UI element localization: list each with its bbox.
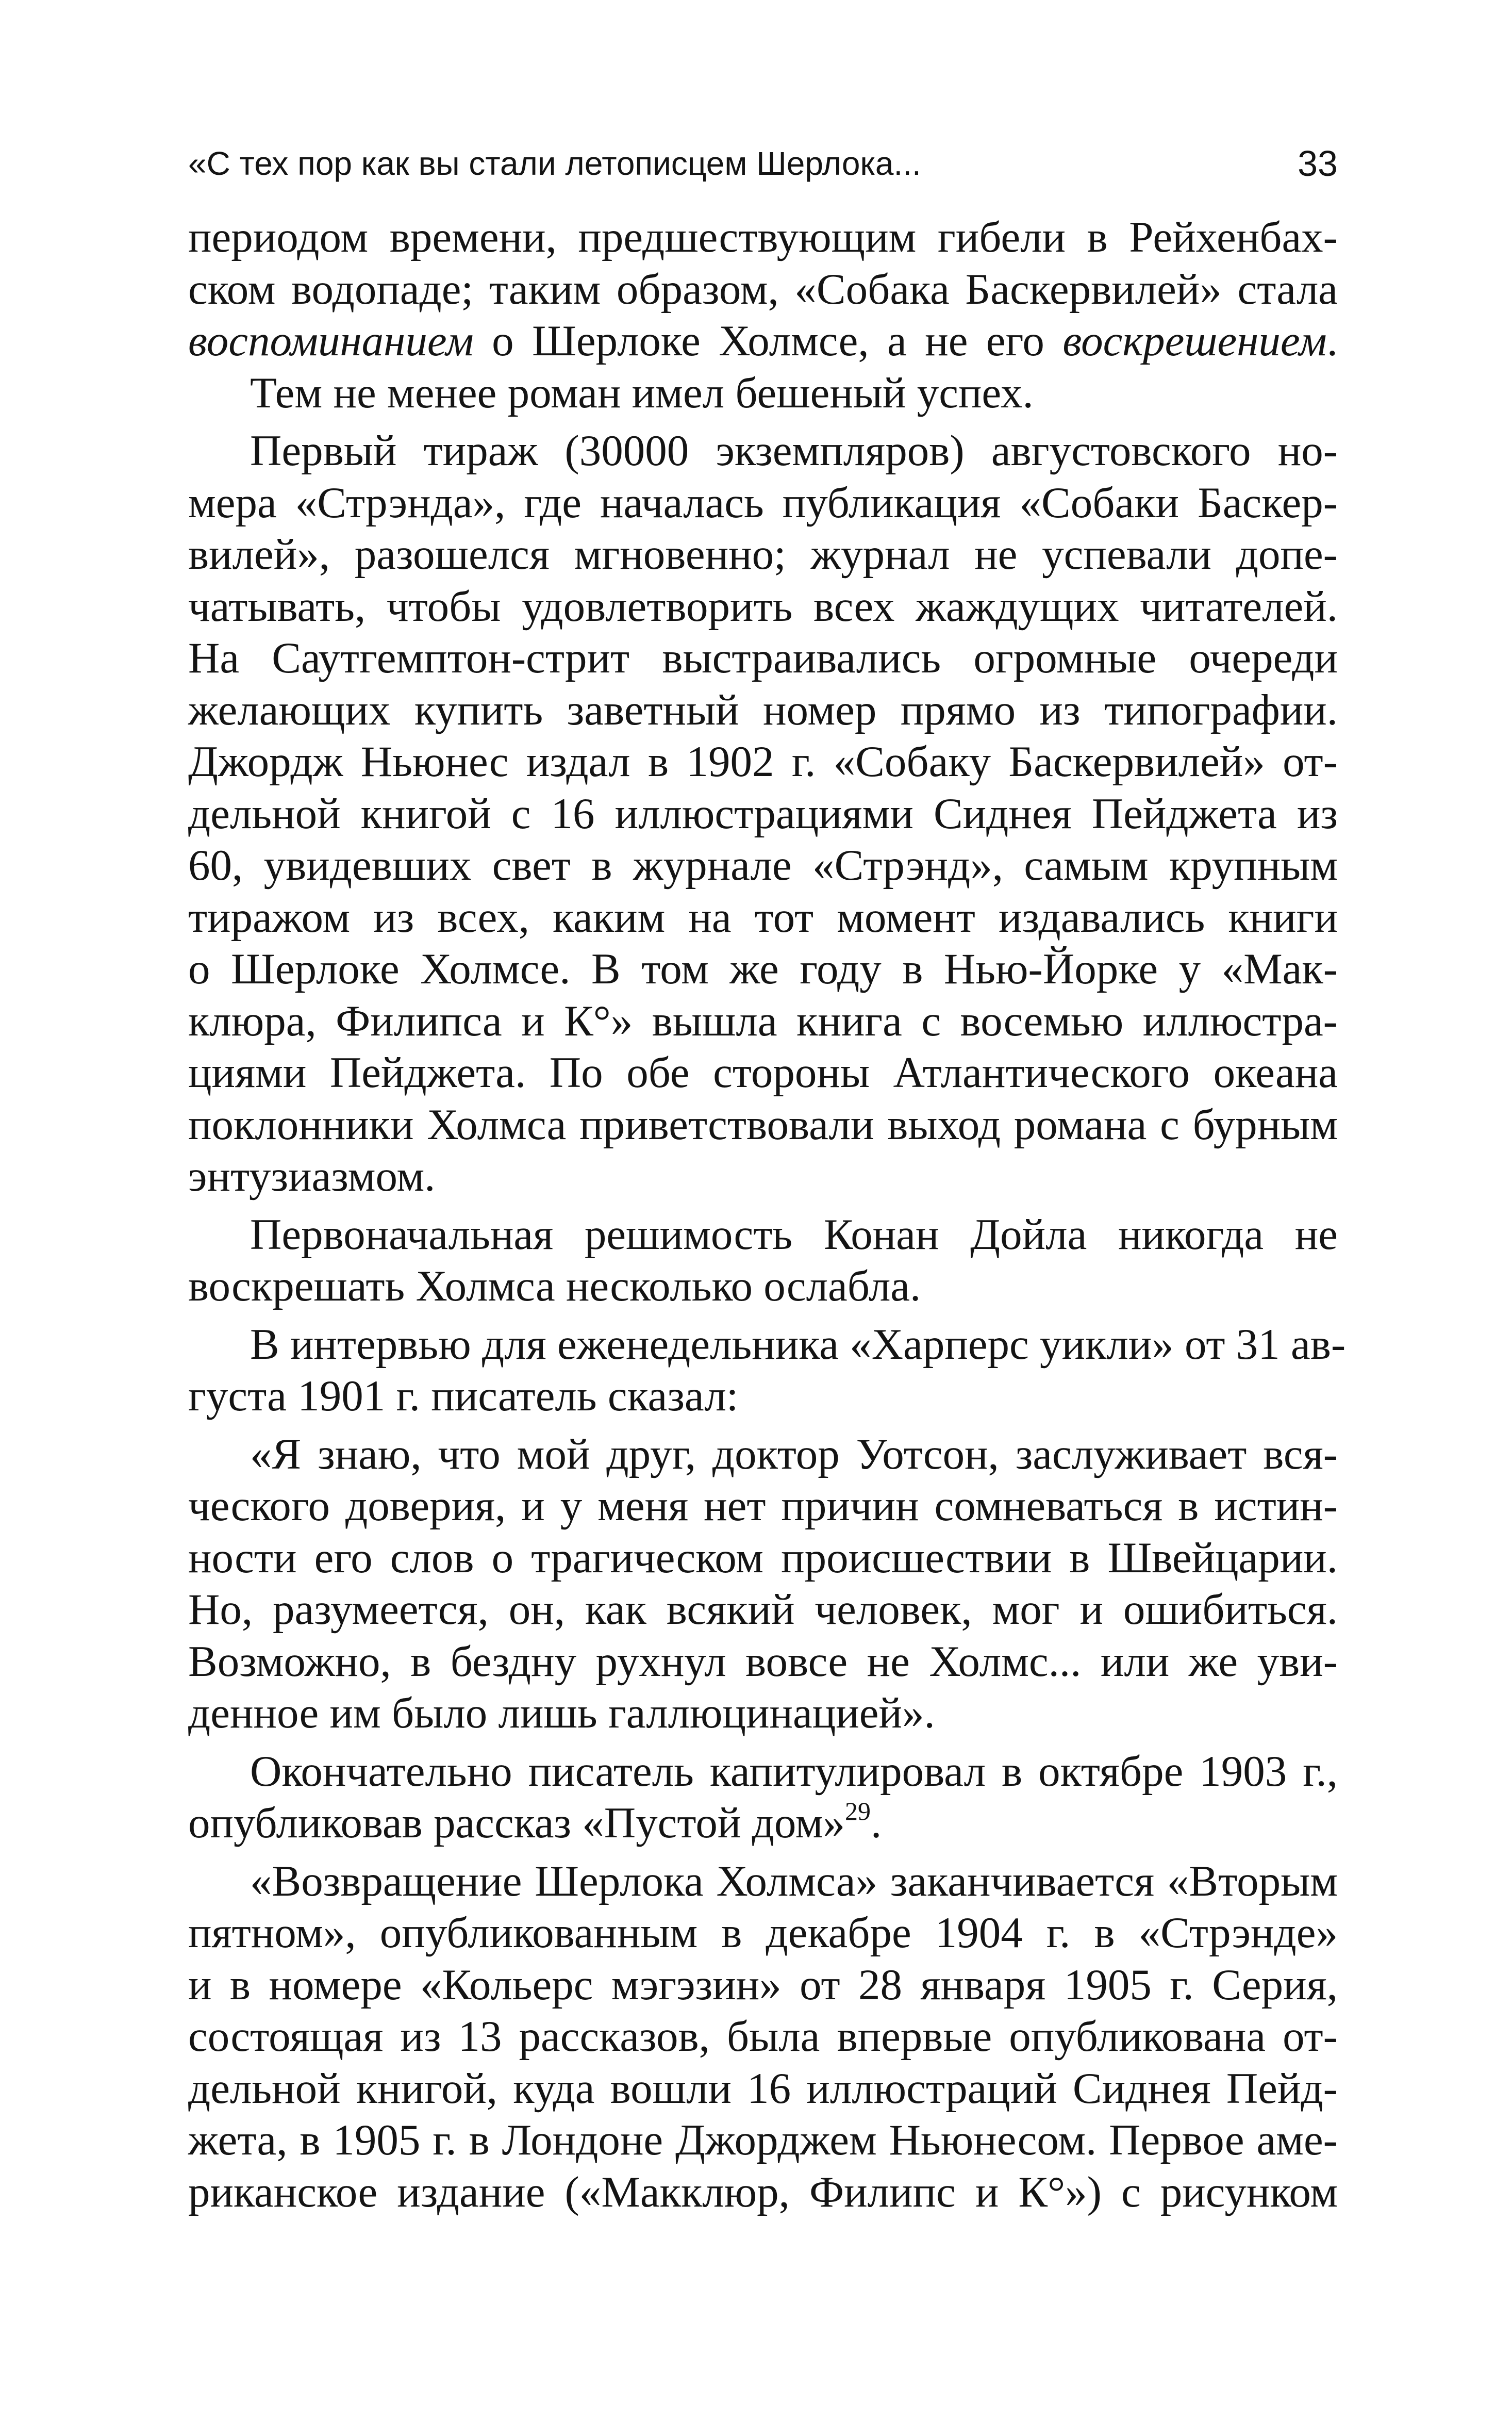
emphasis: воспоминанием (188, 317, 474, 365)
text-line: Джордж Ньюнес издал в 1902 г. «Собаку Баскервилей» от- (188, 737, 1338, 786)
text-line: Окончательно писатель капитулировал в октябре 1903 г., (250, 1747, 1338, 1796)
text-line: «Я знаю, что мой друг, доктор Уотсон, заслуживает вся- (250, 1429, 1338, 1478)
text-line: чатывать, чтобы удовлетворить всех жаждущих читателей. (188, 582, 1338, 631)
text-line: периодом времени, предшествующим гибели в Рейхенбах- (188, 213, 1338, 261)
text-line: ском водопаде; таким образом, «Собака Баскервилей» стала (188, 265, 1338, 314)
text-line: энтузиазмом. (188, 1152, 436, 1200)
text-line: желающих купить заветный номер прямо из типографии. (188, 685, 1338, 734)
text-line: густа 1901 г. писатель сказал: (188, 1372, 739, 1420)
text-line: Первый тираж (30000 экземпляров) августовского но- (250, 426, 1338, 475)
text-line: Возможно, в бездну рухнул вовсе не Холмс... или же уви- (188, 1637, 1338, 1686)
text-line: и в номере «Кольерс мэгэзин» от 28 января 1905 г. Серия, (188, 1960, 1338, 2009)
text-line: пятном», опубликованным в декабре 1904 г. в «Стрэнде» (188, 1908, 1338, 1957)
text-line: Но, разумеется, он, как всякий человек, мог и ошибиться. (188, 1585, 1338, 1634)
text-line: клюра, Филипса и К°» вышла книга с восемью иллюстра- (188, 996, 1338, 1045)
text-line: состоящая из 13 рассказов, была впервые опубликована от- (188, 2012, 1338, 2061)
footnote-ref: 29 (845, 1797, 871, 1825)
text-line: В интервью для еженедельника «Харперс уикли» от 31 ав- (250, 1320, 1346, 1369)
text-span: . (871, 1799, 882, 1847)
text-line: вилей», разошелся мгновенно; журнал не успевали допе- (188, 530, 1338, 579)
page-number: 33 (1298, 143, 1338, 184)
text-line (188, 315, 1338, 367)
text-line: Тем не менее роман имел бешеный успех. (250, 368, 1034, 417)
text-line: Первоначальная решимость Конан Дойла никогда не (250, 1210, 1338, 1259)
text-line: 60, увидевших свет в журнале «Стрэнд», самым крупным (188, 841, 1338, 890)
emphasis: воскрешением (1062, 317, 1327, 365)
text-line: циями Пейджета. По обе стороны Атлантического океана (188, 1048, 1338, 1097)
running-title: «С тех пор как вы стали летописцем Шерлока... (188, 145, 921, 182)
text-line: ности его слов о трагическом происшествии в Швейцарии. (188, 1533, 1338, 1582)
text-line: На Саутгемптон-стрит выстраивались огромные очереди (188, 634, 1338, 682)
text-line (188, 1797, 1338, 1849)
text-line: «Возвращение Шерлока Холмса» заканчивается «Вторым (250, 1856, 1338, 1905)
text-span: о Шерлоке Холмсе, а не его (473, 317, 1063, 365)
text-line: мера «Стрэнда», где началась публикация «Собаки Баскер- (188, 478, 1338, 527)
body-text (188, 211, 1346, 2218)
text-line: о Шерлоке Холмсе. В том же году в Нью-Йорке у «Мак- (188, 945, 1338, 993)
text-line: денное им было лишь галлюцинацией». (188, 1689, 935, 1737)
text-line: дельной книгой, куда вошли 16 иллюстраций Сиднея Пейд- (188, 2064, 1338, 2113)
text-line: ческого доверия, и у меня нет причин сомневаться в истин- (188, 1482, 1338, 1530)
running-head (188, 135, 1338, 192)
text-line: тиражом из всех, каким на тот момент издавались книги (188, 893, 1338, 942)
text-line: жета, в 1905 г. в Лондоне Джорджем Ньюнесом. Первое аме- (188, 2116, 1338, 2164)
text-line: дельной книгой с 16 иллюстрациями Сиднея Пейджета из (188, 789, 1338, 838)
text-line: воскрешать Холмса несколько ослабла. (188, 1262, 921, 1310)
text-line: риканское издание («Макклюр, Филипс и К°») с рисунком (188, 2167, 1338, 2216)
text-span: опубликовав рассказ «Пустой дом» (188, 1799, 845, 1847)
text-span: . (1326, 317, 1338, 365)
text-line: поклонники Холмса приветствовали выход романа с бурным (188, 1100, 1338, 1149)
